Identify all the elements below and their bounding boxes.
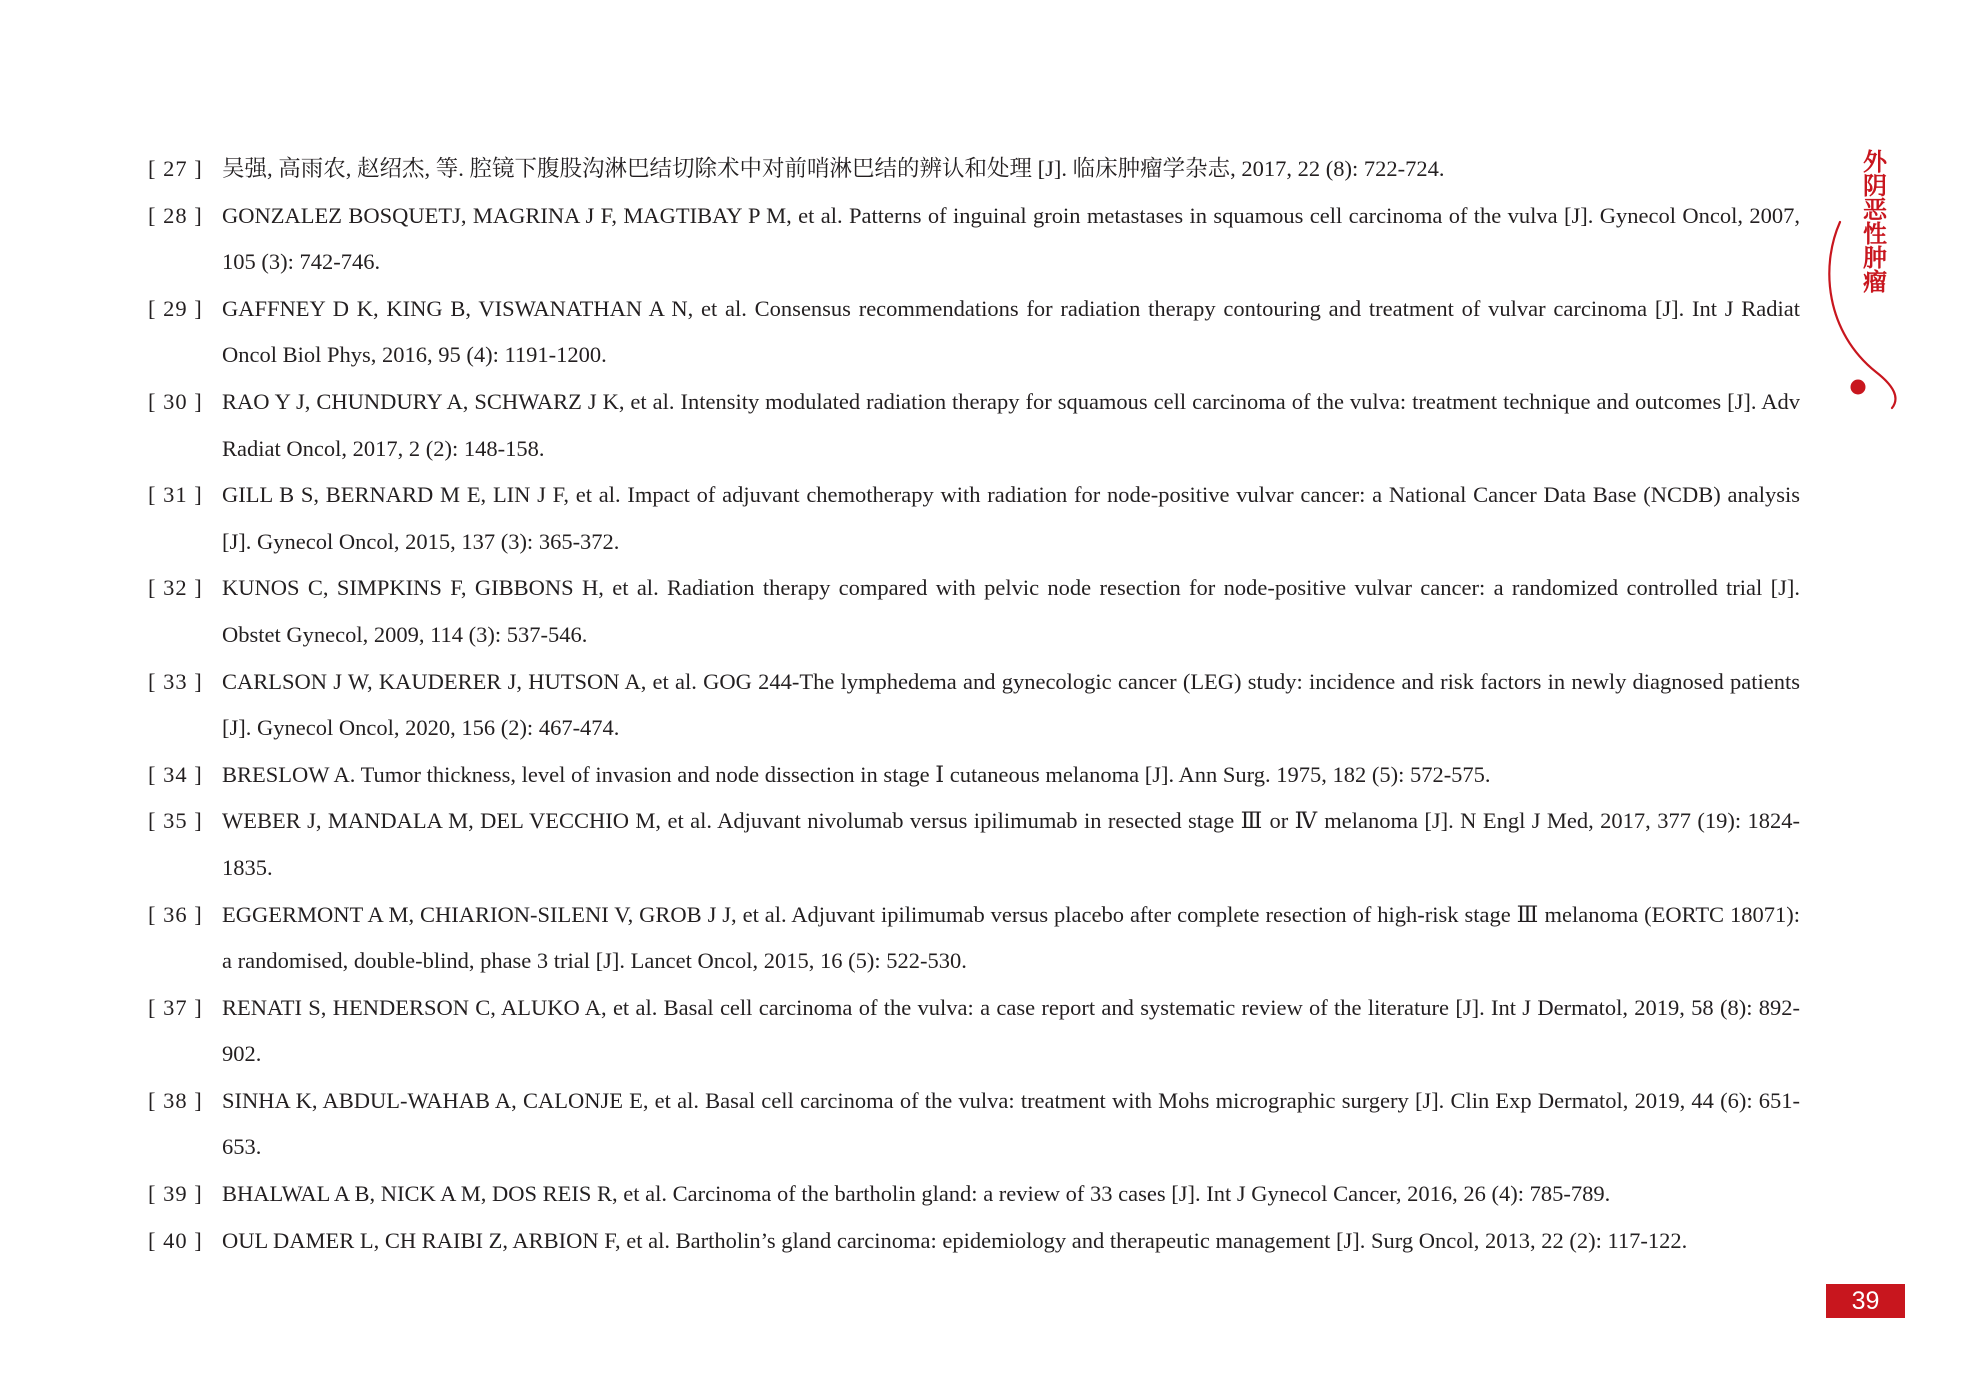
reference-text: BHALWAL A B, NICK A M, DOS REIS R, et al. Carcinoma of the bartholin gland: a review of 33 cases [J]. Int J Gynecol Cancer, 2016, 26 (4): 785-789. — [222, 1181, 1611, 1207]
reference-text: OUL DAMER L, CH RAIBI Z, ARBION F, et al. Bartholin’s gland carcinoma: epidemiology and therapeutic management [J]. Surg Oncol, 2013, 22 (2): 117-122. — [222, 1227, 1688, 1253]
reference-item — [148, 379, 1800, 472]
side-title-char: 肿 — [1863, 243, 1887, 272]
reference-text: 吴强, 高雨农, 赵绍杰, 等. 腔镜下腹股沟淋巴结切除术中对前哨淋巴结的辨认和处理 [J]. 临床肿瘤学杂志, 2017, 22 (8): 722-724. — [222, 156, 1445, 181]
reference-item — [148, 892, 1800, 985]
reference-number: [ 30 ] — [148, 388, 203, 414]
reference-item — [148, 1171, 1800, 1218]
side-title-char: 恶 — [1863, 195, 1887, 224]
reference-number: [ 33 ] — [148, 668, 203, 694]
reference-item — [148, 659, 1800, 752]
reference-number: [ 39 ] — [148, 1181, 203, 1207]
reference-item — [148, 146, 1800, 193]
reference-item — [148, 1218, 1800, 1265]
decorative-swoosh-icon — [1818, 212, 1898, 412]
reference-item — [148, 752, 1800, 799]
reference-text: WEBER J, MANDALA M, DEL VECCHIO M, et al. Adjuvant nivolumab versus ipilimumab in resected stage Ⅲ or Ⅳ melanoma [J]. N Engl J Med, 2017, 377 (19): 1824-1835. — [222, 808, 1800, 880]
reference-number: [ 27 ] — [148, 156, 203, 181]
reference-number: [ 38 ] — [148, 1087, 203, 1113]
reference-text: CARLSON J W, KAUDERER J, HUTSON A, et al. GOG 244-The lymphedema and gynecologic cancer (LEG) study: incidence and risk factors in newly diagnosed patients [J]. Gynecol Oncol, 2020, 156 (2): 467-474. — [222, 668, 1800, 741]
reference-number: [ 28 ] — [148, 202, 203, 228]
reference-text: RENATI S, HENDERSON C, ALUKO A, et al. Basal cell carcinoma of the vulva: a case report and systematic review of the literature [J]. Int J Dermatol, 2019, 58 (8): 892-902. — [222, 994, 1800, 1067]
reference-list — [148, 146, 1800, 1264]
side-title-char: 瘤 — [1863, 267, 1887, 296]
side-title-char: 外 — [1863, 147, 1887, 176]
reference-item — [148, 193, 1800, 286]
reference-item — [148, 286, 1800, 379]
reference-item — [148, 472, 1800, 565]
reference-number: [ 37 ] — [148, 994, 203, 1020]
reference-number: [ 29 ] — [148, 295, 203, 321]
reference-number: [ 32 ] — [148, 575, 203, 601]
side-title-char: 性 — [1863, 219, 1887, 248]
reference-number: [ 40 ] — [148, 1227, 203, 1253]
reference-text: GAFFNEY D K, KING B, VISWANATHAN A N, et al. Consensus recommendations for radiation therapy contouring and treatment of vulvar carcinoma [J]. Int J Radiat Oncol Biol Phys, 2016, 95 (4): 1191-1200. — [222, 295, 1800, 368]
reference-item — [148, 565, 1800, 658]
reference-number: [ 34 ] — [148, 761, 203, 787]
reference-text: KUNOS C, SIMPKINS F, GIBBONS H, et al. Radiation therapy compared with pelvic node resection for node-positive vulvar cancer: a randomized controlled trial [J]. Obstet Gynecol, 2009, 114 (3): 537-546. — [222, 575, 1800, 647]
reference-number: [ 31 ] — [148, 482, 203, 508]
reference-item — [148, 985, 1800, 1078]
side-title-char: 阴 — [1863, 171, 1887, 200]
reference-text: BRESLOW A. Tumor thickness, level of invasion and node dissection in stage Ⅰ cutaneous melanoma [J]. Ann Surg. 1975, 182 (5): 572-575. — [222, 761, 1491, 787]
reference-number: [ 35 ] — [148, 808, 203, 834]
reference-text: GILL B S, BERNARD M E, LIN J F, et al. Impact of adjuvant chemotherapy with radiation for node-positive vulvar cancer: a National Cancer Data Base (NCDB) analysis [J]. Gynecol Oncol, 2015, 137 (3): 365-372. — [222, 482, 1800, 554]
reference-text: GONZALEZ BOSQUETJ, MAGRINA J F, MAGTIBAY P M, et al. Patterns of inguinal groin metastases in squamous cell carcinoma of the vulva [J]. Gynecol Oncol, 2007, 105 (3): 742-746. — [222, 202, 1800, 275]
reference-item — [148, 798, 1800, 891]
reference-number: [ 36 ] — [148, 901, 203, 927]
reference-text: RAO Y J, CHUNDURY A, SCHWARZ J K, et al. Intensity modulated radiation therapy for squamous cell carcinoma of the vulva: treatment technique and outcomes [J]. Adv Radiat Oncol, 2017, 2 (2): 148-158. — [222, 388, 1800, 461]
reference-item — [148, 1078, 1800, 1171]
reference-text: EGGERMONT A M, CHIARION-SILENI V, GROB J J, et al. Adjuvant ipilimumab versus placebo after complete resection of high-risk stage Ⅲ melanoma (EORTC 18071): a randomised, double-blind, phase 3 trial [J]. Lancet Oncol, 2015, 16 (5): 522-530. — [222, 901, 1800, 974]
page-number: 39 — [1826, 1284, 1905, 1318]
reference-text: SINHA K, ABDUL-WAHAB A, CALONJE E, et al. Basal cell carcinoma of the vulva: treatment with Mohs micrographic surgery [J]. Clin Exp Dermatol, 2019, 44 (6): 651-653. — [222, 1087, 1800, 1160]
